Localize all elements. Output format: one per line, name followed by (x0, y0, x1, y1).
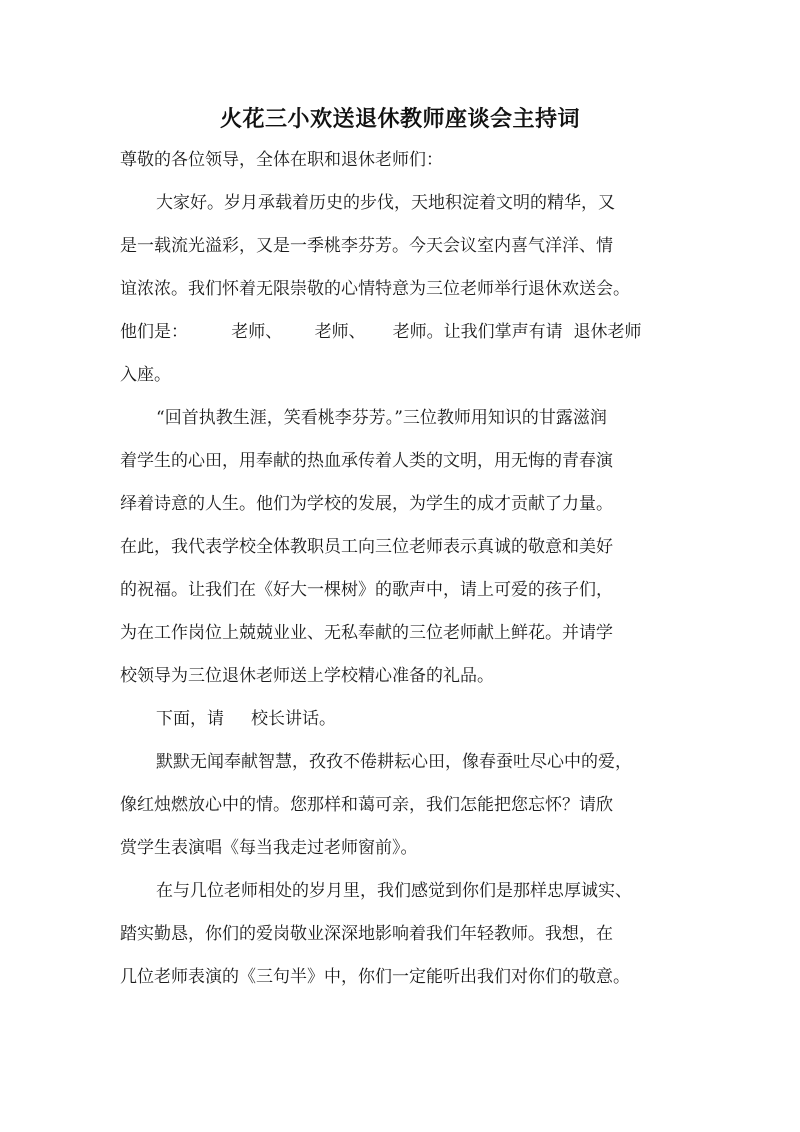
text-line: 赏学生表演唱《每当我走过老师窗前》。 (120, 838, 418, 858)
text-line: 是一载流光溢彩，又是一季桃李芬芳。今天会议室内喜气洋洋、情 (120, 236, 613, 256)
text-line: 像红烛燃放心中的情。您那样和蔼可亲，我们怎能把您忘怀？请欣 (120, 795, 613, 815)
text-line: 校领导为三位退休老师送上学校精心准备的礼品。 (120, 666, 494, 686)
text-line: 的祝福。让我们在《好大一棵树》的歌声中，请上可爱的孩子们， (120, 580, 613, 600)
text-line: 他们是： 老师、 老师、 老师。让我们掌声有请 退休老师 (120, 322, 642, 342)
text-line: 下面，请 校长讲话。 (156, 709, 337, 729)
text-line: 着学生的心田，用奉献的热血承传着人类的文明，用无悔的青春演 (120, 451, 613, 471)
text-line: 入座。 (120, 365, 171, 385)
text-line: “回首执教生涯，笑看桃李芬芳。”三位教师用知识的甘露滋润 (156, 408, 607, 428)
text-line: 默默无闻奉献智慧，孜孜不倦耕耘心田，像春蚕吐尽心中的爱， (156, 752, 632, 772)
text-line: 为在工作岗位上兢兢业业、无私奉献的三位老师献上鲜花。并请学 (120, 623, 613, 643)
text-line: 在与几位老师相处的岁月里，我们感觉到你们是那样忠厚诚实、 (156, 881, 632, 901)
text-line: 踏实勤恳，你们的爱岗敬业深深地影响着我们年轻教师。我想，在 (120, 924, 613, 944)
text-line: 谊浓浓。我们怀着无限崇敬的心情特意为三位老师举行退休欢送会。 (120, 279, 630, 299)
document-title: 火花三小欢送退休教师座谈会主持词 (219, 107, 580, 132)
text-line: 几位老师表演的《三句半》中，你们一定能听出我们对你们的敬意。 (120, 967, 630, 987)
text-line: 大家好。岁月承载着历史的步伐，天地积淀着文明的精华，又 (156, 193, 615, 213)
text-line: 在此，我代表学校全体教职员工向三位老师表示真诚的敬意和美好 (120, 537, 613, 557)
text-line: 尊敬的各位领导，全体在职和退休老师们： (120, 150, 443, 170)
text-line: 绎着诗意的人生。他们为学校的发展，为学生的成才贡献了力量。 (120, 494, 613, 514)
